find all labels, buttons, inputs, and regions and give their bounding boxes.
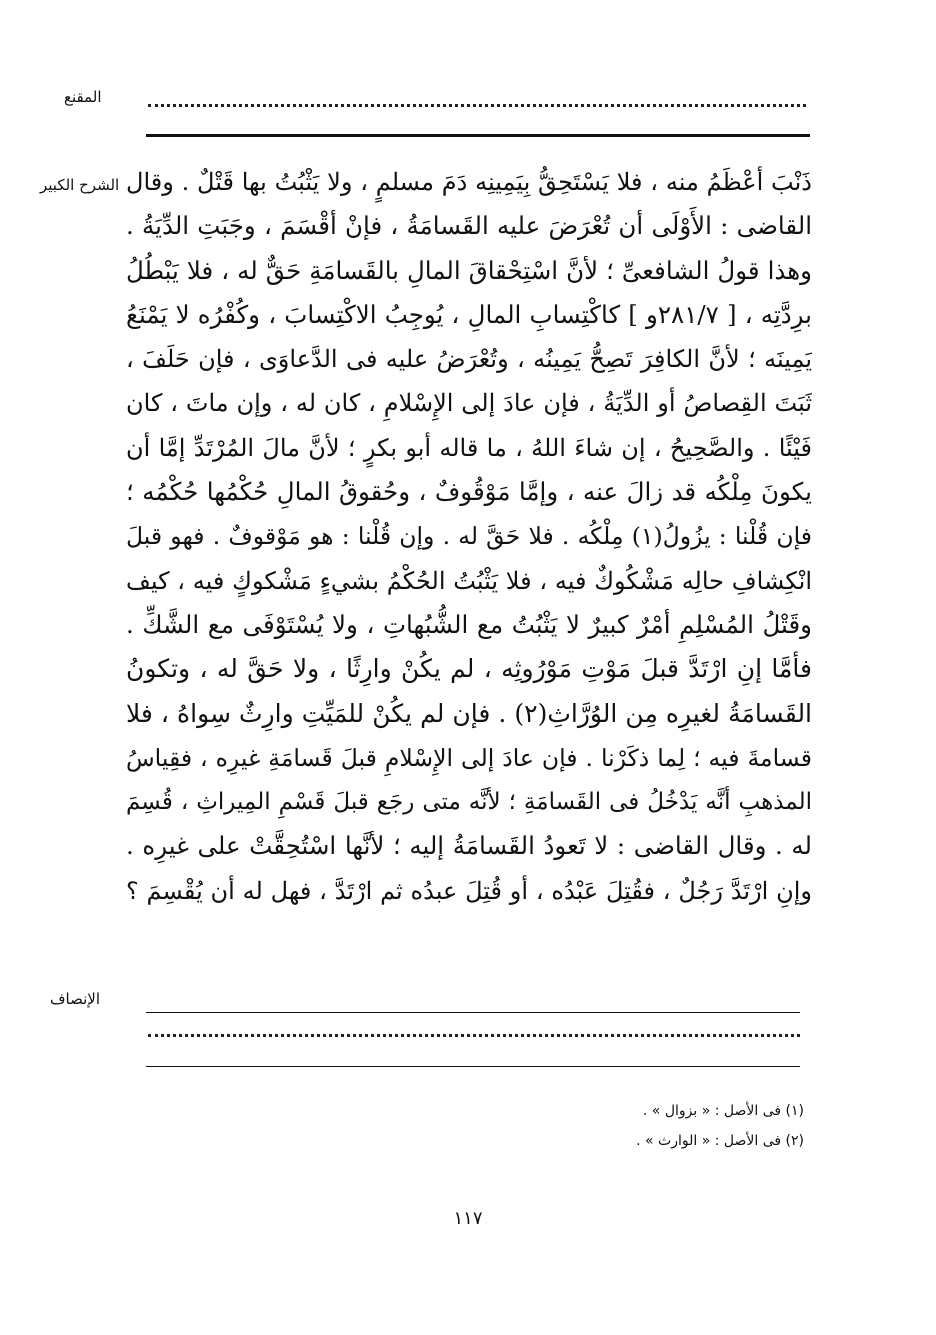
section-label-sharh: الشرح الكبير <box>40 176 120 194</box>
text-line: وقَتْلُ المُسْلِمِ أمْرٌ كبيرٌ لا يَثْبُتُ مع الشُّبُهاتِ ، ولا يُسْتَوْفَى مع الشَّكِّ . <box>126 609 812 639</box>
section-label-muqni: المقنع <box>64 88 102 106</box>
section-label-insaf: الإنصاف <box>50 990 101 1008</box>
text-line: برِدَّتِه ، [ ٢٨١/٧و ] كاكْتِسابِ المالِ ، يُوجِبُ الاكْتِسابَ ، وكُفْرُه لا يَمْنَعُ <box>126 299 812 329</box>
text-line: وإنِ ارْتَدَّ رَجُلٌ ، فقُتِلَ عَبْدُه ، أو قُتِلَ عبدُه ثم ارْتَدَّ ، فهل له أن يُقْسِمَ ؟ <box>126 876 812 905</box>
text-line: القاضى : الأَوْلَى أن تُعْرَضَ عليه القَسامَةُ ، فإنْ أقْسَمَ ، وجَبَتِ الدِّيَةُ . <box>126 211 812 241</box>
text-line: له . وقال القاضى : لا تَعودُ القَسامَةُ إليه ؛ لأنَّها اسْتُحِقَّتْ على غيرِه . <box>126 831 812 861</box>
text-line: فَيْئًا . والصَّحِيحُ ، إن شاءَ اللهُ ، ما قاله أبو بكرٍ ؛ لأنَّ مالَ المُرْتَدِّ إمَّا أن <box>126 433 812 462</box>
text-line: يَمِينَه ؛ لأنَّ الكافِرَ تَصِحُّ يَمِينُه ، وتُعْرَضُ عليه فى الدَّعاوَى ، فإن حَلَفَ ، <box>126 345 812 374</box>
text-line: انْكِشافِ حالِه مَشْكُوكٌ فيه ، فلا يَثْبُتُ الحُكْمُ بشيءٍ مَشْكوكٍ فيه ، كيف <box>126 566 812 595</box>
footnote: (٢) فى الأصل : « الوارث » . <box>636 1133 804 1149</box>
text-line: قسامةَ فيه ؛ لِما ذكَرْنا . فإن عادَ إلى الإِسْلامِ قبلَ قَسامَةِ غيرِه ، فقِياسُ <box>126 743 812 772</box>
page-number: ١١٧ <box>453 1208 483 1229</box>
commentary-text <box>126 160 812 913</box>
footnote: (١) فى الأصل : « بزوال » . <box>642 1103 804 1119</box>
dotted-separator-insaf <box>148 1034 800 1037</box>
text-line: فأمَّا إنِ ارْتَدَّ قبلَ مَوْتِ مَوْرُوثِه ، لم يكُنْ وارِثًا ، ولا حَقَّ له ، وتكونُ <box>126 654 812 684</box>
text-line: المذهبِ أنَّه يَدْخُلُ فى القَسامَةِ ؛ لأنَّه متى رجَع قبلَ قَسْمِ المِيراثِ ، قُسِمَ <box>126 789 812 816</box>
horizontal-rule <box>146 134 810 137</box>
text-line: القَسامَةُ لغيرِه مِن الوُرَّاثِ(٢) . فإن لم يكُنْ للمَيِّتِ وارِثٌ سِواهُ ، فلا <box>126 698 812 728</box>
text-line: يكونَ مِلْكُه قد زالَ عنه ، وإمَّا مَوْقُوفٌ ، وحُقوقُ المالِ حُكْمُها حُكْمُه ؛ <box>126 477 812 507</box>
footnotes <box>560 1096 804 1156</box>
text-line: وهذا قولُ الشافعىِّ ؛ لأنَّ اسْتِحْقاقَ المالِ بالقَسامَةِ حَقٌّ له ، فلا يَبْطُلُ <box>126 255 812 285</box>
dotted-separator-muqni <box>148 104 806 107</box>
horizontal-rule-thin <box>146 1012 800 1013</box>
text-line: ثَبَتَ القِصاصُ أو الدِّيَةُ ، فإن عادَ إلى الإِسْلامِ ، كان له ، وإن ماتَ ، كان <box>126 389 812 418</box>
horizontal-rule-thin <box>146 1066 800 1067</box>
text-line: فإن قُلْنا : يزُولُ(١) مِلْكُه . فلا حَقَّ له . وإن قُلْنا : هو مَوْقوفٌ . فهو قبلَ <box>126 522 812 551</box>
text-line: ذَنْبَ أعْظَمُ منه ، فلا يَسْتَحِقُّ بِيَمِينِه دَمَ مسلمٍ ، ولا يَثْبُتُ بها قَتْلٌ . وقال <box>126 168 812 196</box>
